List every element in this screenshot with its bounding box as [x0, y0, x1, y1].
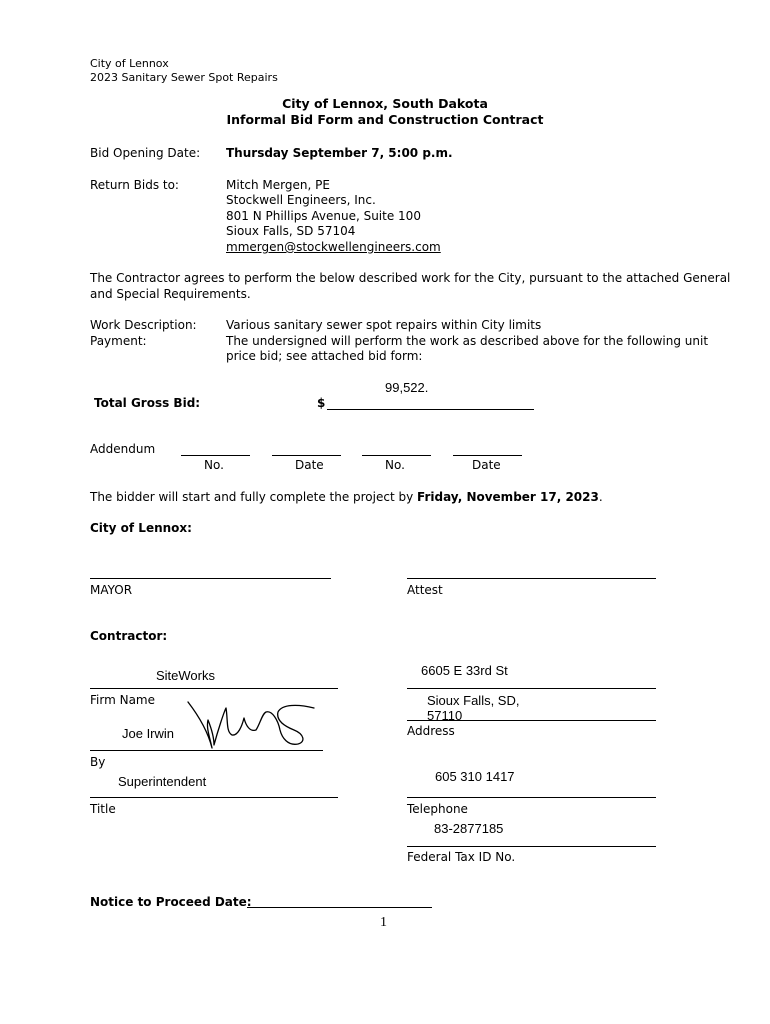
- return-company: Stockwell Engineers, Inc.: [226, 193, 376, 207]
- bid-opening-value: Thursday September 7, 5:00 p.m.: [226, 146, 453, 160]
- firm-name-line[interactable]: [90, 688, 338, 689]
- by-label: By: [90, 755, 106, 769]
- total-bid-label: Total Gross Bid:: [94, 396, 201, 410]
- total-bid-dollar: $: [317, 396, 326, 410]
- address-line-1: 6605 E 33rd St: [421, 663, 508, 678]
- completion-suffix: .: [598, 490, 603, 504]
- completion-sentence: [90, 490, 603, 504]
- firm-name-value: SiteWorks: [156, 668, 215, 683]
- attest-label: Attest: [407, 583, 443, 597]
- addendum-no-1-label: No.: [204, 458, 224, 472]
- contractor-signature-image: [180, 690, 325, 755]
- address-line-1-rule[interactable]: [407, 688, 656, 689]
- agreement-line-1: The Contractor agrees to perform the below described work for the City, pursuant to the attached General: [90, 271, 731, 285]
- addendum-no-1-line[interactable]: [181, 455, 250, 456]
- addendum-no-2-line[interactable]: [362, 455, 431, 456]
- page-number: 1: [380, 915, 387, 930]
- return-address: 801 N Phillips Avenue, Suite 100: [226, 209, 421, 223]
- bid-opening-label: Bid Opening Date:: [90, 146, 201, 160]
- title-label: Title: [90, 802, 116, 816]
- title-line-1: City of Lennox, South Dakota: [282, 96, 488, 111]
- telephone-line[interactable]: [407, 797, 656, 798]
- address-line-3: 57110: [427, 708, 463, 723]
- addendum-no-2-label: No.: [385, 458, 405, 472]
- by-line[interactable]: [90, 750, 323, 751]
- total-bid-line[interactable]: [327, 409, 534, 410]
- work-description-value: Various sanitary sewer spot repairs within City limits: [226, 318, 542, 332]
- return-email-link[interactable]: mmergen@stockwellengineers.com: [226, 240, 441, 254]
- agreement-line-2: and Special Requirements.: [90, 287, 251, 301]
- addendum-date-2-line[interactable]: [453, 455, 522, 456]
- addendum-date-2-label: Date: [472, 458, 501, 472]
- title-value: Superintendent: [118, 774, 207, 789]
- addendum-label: Addendum: [90, 442, 156, 456]
- addendum-date-1-line[interactable]: [272, 455, 341, 456]
- address-line-2: Sioux Falls, SD,: [427, 693, 520, 708]
- by-value: Joe Irwin: [122, 726, 175, 741]
- title-line[interactable]: [90, 797, 338, 798]
- telephone-value: 605 310 1417: [435, 769, 515, 784]
- mayor-signature-line[interactable]: [90, 578, 331, 579]
- contractor-heading: Contractor:: [90, 629, 168, 643]
- firm-name-label: Firm Name: [90, 693, 155, 707]
- return-bids-label: Return Bids to:: [90, 178, 179, 192]
- city-heading: City of Lennox:: [90, 521, 192, 535]
- notice-to-proceed-label: Notice to Proceed Date:: [90, 895, 252, 909]
- completion-prefix: The bidder will start and fully complete the project by: [90, 490, 418, 504]
- title-line-2: Informal Bid Form and Construction Contract: [226, 112, 544, 127]
- address-line-2-rule[interactable]: [407, 720, 656, 721]
- return-city: Sioux Falls, SD 57104: [226, 224, 356, 238]
- notice-to-proceed-line[interactable]: [247, 907, 432, 908]
- tax-id-value: 83-2877185: [434, 821, 504, 836]
- payment-line-1: The undersigned will perform the work as described above for the following unit: [226, 334, 709, 348]
- total-bid-value: 99,522.: [385, 380, 429, 395]
- payment-label: Payment:: [90, 334, 147, 348]
- completion-date: Friday, November 17, 2023: [417, 490, 599, 504]
- work-description-label: Work Description:: [90, 318, 197, 332]
- return-name: Mitch Mergen, PE: [226, 178, 330, 192]
- addendum-date-1-label: Date: [295, 458, 324, 472]
- payment-line-2: price bid; see attached bid form:: [226, 349, 423, 363]
- header-line-1: City of Lennox: [90, 57, 169, 70]
- address-label: Address: [407, 724, 455, 738]
- header-line-2: 2023 Sanitary Sewer Spot Repairs: [90, 71, 278, 84]
- tax-id-label: Federal Tax ID No.: [407, 850, 516, 864]
- tax-id-line[interactable]: [407, 846, 656, 847]
- telephone-label: Telephone: [407, 802, 468, 816]
- attest-signature-line[interactable]: [407, 578, 656, 579]
- mayor-label: MAYOR: [90, 583, 133, 597]
